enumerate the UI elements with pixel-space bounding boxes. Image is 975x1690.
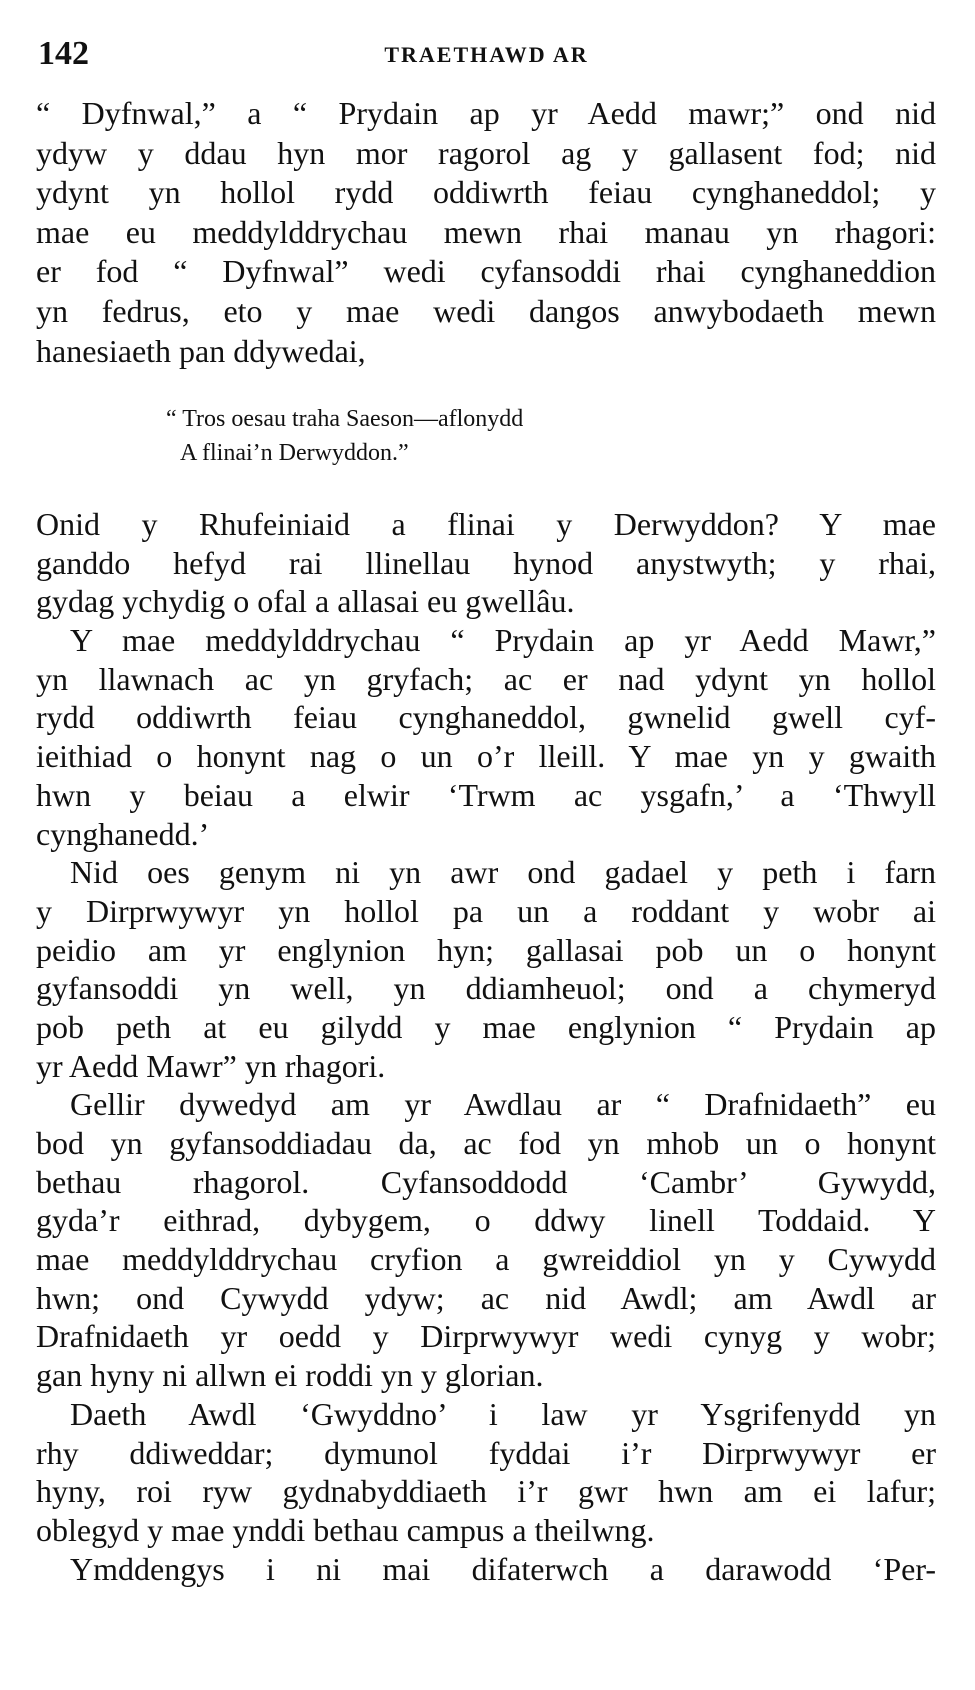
text-line: Drafnidaeth yr oedd y Dirprwywyr wedi cynyg y wobr;	[36, 1318, 936, 1355]
text-line: er fod “ Dyfnwal” wedi cyfansoddi rhai cynghaneddion	[36, 253, 936, 290]
quote-line: A flinai’n Derwyddon.”	[180, 440, 409, 466]
text-line: pob peth at eu gilydd y mae englynion “ Prydain ap	[36, 1008, 936, 1045]
text-line: Y mae meddylddrychau “ Prydain ap yr Aedd Mawr,”	[70, 622, 936, 659]
text-line: ieithiad o honynt nag o un o’r lleill. Y mae yn y gwaith	[36, 738, 936, 775]
text-line: gyda’r eithrad, dybygem, o ddwy linell Toddaid. Y	[36, 1202, 936, 1239]
text-line: bethau rhagorol. Cyfansoddodd ‘Cambr’ Gywydd,	[36, 1163, 936, 1200]
text-line: ydynt yn hollol rydd oddiwrth feiau cynghaneddol; y	[36, 174, 936, 211]
text-line: yn llawnach ac yn gryfach; ac er nad ydynt yn hollol	[36, 660, 936, 697]
text-line: hanesiaeth pan ddywedai,	[36, 332, 366, 369]
text-line: y Dirprwywyr yn hollol pa un a roddant y wobr ai	[36, 892, 936, 929]
text-line: ganddo hefyd rai llinellau hynod anystwyth; y rhai,	[36, 544, 936, 581]
verse-quotation	[166, 402, 523, 470]
text-line: yr Aedd Mawr” yn rhagori.	[36, 1047, 386, 1084]
text-line: rhy ddiweddar; dymunol fyddai i’r Dirprwywyr er	[36, 1434, 936, 1471]
running-head: TRAETHAWD AR	[384, 42, 589, 67]
text-line: hwn; ond Cywydd ydyw; ac nid Awdl; am Awdl ar	[36, 1279, 936, 1316]
page-number: 142	[38, 35, 89, 72]
text-line: Ymddengys i ni mai difaterwch a darawodd ‘Per-	[70, 1550, 936, 1587]
text-line: gyfansoddi yn well, yn ddiamheuol; ond a chymeryd	[36, 970, 936, 1007]
text-line: Nid oes genym ni yn awr ond gadael y peth i farn	[70, 854, 936, 891]
text-line: Daeth Awdl ‘Gwyddno’ i law yr Ysgrifenydd yn	[70, 1395, 936, 1432]
text-line: yn fedrus, eto y mae wedi dangos anwybodaeth mewn	[36, 292, 936, 329]
page-header	[38, 34, 935, 74]
text-line: ydyw y ddau hyn mor ragorol ag y gallasent fod; nid	[36, 134, 936, 171]
text-line: gan hyny ni allwn ei roddi yn y glorian.	[36, 1357, 544, 1394]
paragraph-1	[36, 94, 936, 371]
text-line: gydag ychydig o ofal a allasai eu gwellâu.	[36, 583, 575, 620]
text-line: Onid y Rhufeiniaid a flinai y Derwyddon? Y mae	[36, 506, 936, 542]
text-line: mae meddylddrychau cryfion a gwreiddiol yn y Cywydd	[36, 1241, 936, 1278]
text-line: Gellir dywedyd am yr Awdlau ar “ Drafnidaeth” eu	[70, 1086, 936, 1123]
text-line: hyny, roi ryw gydnabyddiaeth i’r gwr hwn am ei lafur;	[36, 1473, 936, 1510]
text-line: “ Dyfnwal,” a “ Prydain ap yr Aedd mawr;” ond nid	[36, 95, 936, 131]
text-line: hwn y beiau a elwir ‘Trwm ac ysgafn,’ a ‘Thwyll	[36, 776, 936, 813]
text-line: oblegyd y mae ynddi bethau campus a theilwng.	[36, 1511, 655, 1548]
text-line: bod yn gyfansoddiadau da, ac fod yn mhob un o honynt	[36, 1125, 936, 1161]
text-line: rydd oddiwrth feiau cynghaneddol, gwnelid gwell cyf-	[36, 699, 936, 736]
quote-line: “ Tros oesau traha Saeson—aflonydd	[166, 406, 524, 432]
main-text	[36, 505, 936, 1588]
text-line: peidio am yr englynion hyn; gallasai pob un o honynt	[36, 931, 936, 968]
text-line: cynghanedd.’	[36, 815, 210, 852]
text-line: mae eu meddylddrychau mewn rhai manau yn rhagori:	[36, 213, 936, 250]
